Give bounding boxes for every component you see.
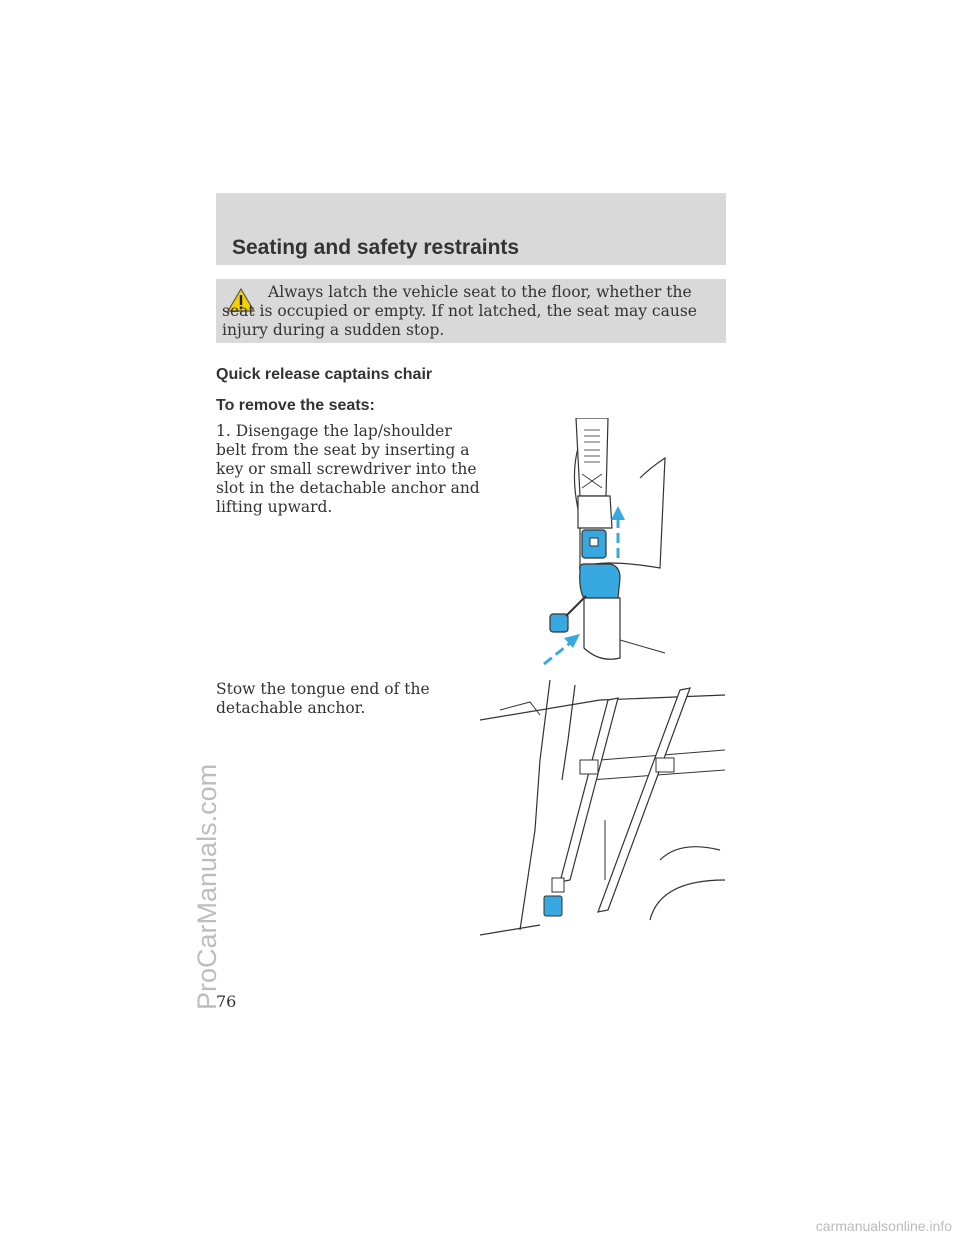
step-2-text: Stow the tongue end of the detachable anchor. — [216, 680, 430, 717]
stowed-anchor-illustration — [480, 680, 730, 940]
watermark: ProCarManuals.com — [192, 763, 222, 1010]
page-number: 76 — [216, 992, 237, 1011]
anchor-release-illustration — [540, 418, 670, 668]
warning-box — [216, 279, 726, 343]
warning-text: Always latch the vehicle seat to the floor, whether the seat is occupied or empty. If not latched, the seat may cause injury during a sudden stop. — [222, 283, 697, 339]
step-1-text: 1. Disengage the lap/shoulder belt from the seat by inserting a key or small screwdriver into the slot in the detachable anchor and lifting upward. — [216, 422, 480, 516]
section-title: Seating and safety restraints — [232, 236, 520, 259]
heading-remove-seats: To remove the seats: — [216, 397, 375, 414]
heading-quick-release: Quick release captains chair — [216, 366, 433, 383]
footer-watermark: carmanualsonline.info — [815, 1218, 952, 1234]
